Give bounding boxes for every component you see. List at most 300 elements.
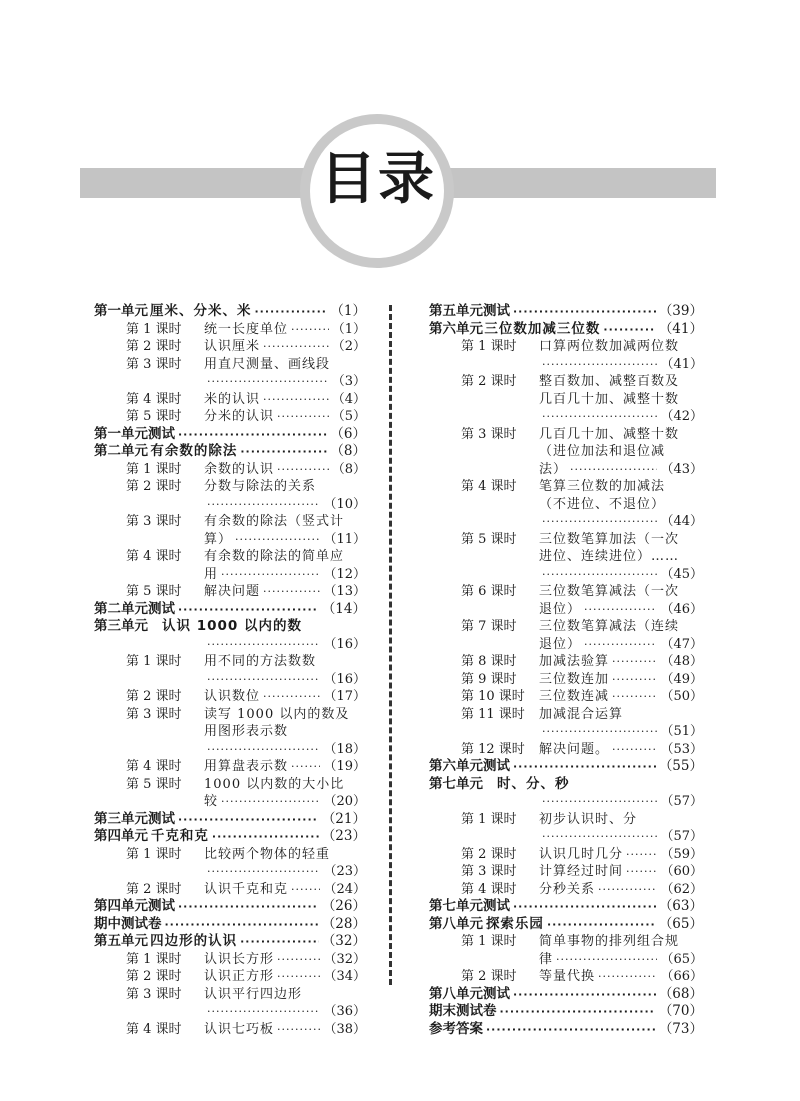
toc-leader-dots — [542, 408, 657, 426]
toc-entry-title: 法） — [539, 461, 568, 477]
toc-page-number: （68） — [658, 985, 703, 1002]
toc-unit-entry[interactable] — [94, 618, 366, 636]
toc-entry-title: 用 — [204, 566, 219, 582]
toc-entry-label: 第 2 课时 — [126, 339, 182, 354]
toc-lesson-entry[interactable] — [94, 391, 366, 409]
toc-entry-title: 笔算三位数的加减法 — [539, 479, 666, 494]
toc-page-number: （24） — [323, 881, 366, 897]
toc-page-number: （32） — [323, 951, 366, 967]
toc-leader-dots — [277, 408, 329, 426]
toc-leader-dots — [178, 426, 327, 444]
toc-entry-title: 有余数的除法（竖式计 — [204, 514, 345, 529]
toc-unit-entry[interactable] — [429, 898, 703, 916]
toc-leader-dots — [207, 741, 320, 759]
toc-lesson-entry[interactable] — [429, 846, 703, 864]
toc-page-number: （62） — [660, 881, 703, 897]
toc-page-number: （53） — [660, 741, 703, 757]
toc-entry-label: 第 4 课时 — [126, 759, 182, 774]
toc-leader-dots — [598, 968, 657, 986]
toc-entry-label: 第 1 课时 — [461, 934, 517, 949]
toc-entry-label: 第 11 课时 — [461, 706, 525, 722]
toc-page-number: （70） — [658, 1003, 703, 1019]
toc-lesson-entry[interactable] — [94, 846, 366, 864]
toc-entry-label: 第六单元测试 — [429, 758, 510, 774]
toc-entry-title: 统一长度单位 — [204, 321, 289, 337]
toc-entry-continuation[interactable] — [429, 723, 703, 741]
toc-page-number: （3） — [331, 374, 366, 389]
toc-leader-dots — [178, 811, 319, 829]
toc-page-number: （63） — [658, 898, 703, 914]
toc-page-number: （4） — [331, 391, 366, 407]
toc-entry-title: 等量代换 — [539, 969, 596, 984]
toc-page-number: （6） — [330, 425, 366, 442]
toc-entry-title: 算） — [204, 531, 233, 547]
toc-entry-label: 第二单元测试 — [94, 600, 175, 617]
toc-entry-title: 认识七巧板 — [204, 1021, 275, 1037]
toc-entry-label: 第 12 课时 — [461, 741, 525, 757]
toc-leader-dots — [542, 723, 657, 741]
toc-page-number: （55） — [658, 758, 703, 774]
toc-page-number: （8） — [330, 443, 366, 459]
toc-leader-dots — [263, 338, 329, 356]
toc-page-number: （10） — [323, 496, 366, 512]
toc-unit-entry[interactable] — [94, 426, 366, 444]
toc-lesson-entry[interactable] — [94, 688, 366, 706]
toc-leader-dots — [207, 373, 329, 391]
toc-entry-label: 第五单元测试 — [429, 303, 510, 319]
toc-leader-dots — [178, 601, 319, 619]
toc-entry-title: 认识 1000 以内的数 — [162, 618, 302, 634]
toc-leader-dots — [598, 881, 657, 899]
toc-entry-title: 探索乐园 — [485, 915, 544, 932]
toc-right-column — [429, 303, 703, 1038]
toc-lesson-entry[interactable] — [429, 741, 703, 759]
toc-entry-label: 期中测试卷 — [94, 915, 162, 932]
toc-entry-title: 余数的认识 — [204, 461, 275, 477]
toc-entry-continuation[interactable] — [94, 531, 366, 549]
toc-entry-title: 认识正方形 — [204, 969, 275, 984]
toc-leader-dots — [207, 636, 320, 654]
toc-entry-continuation[interactable] — [429, 793, 703, 811]
toc-entry-label: 第 9 课时 — [461, 671, 517, 687]
toc-entry-continuation[interactable] — [94, 636, 366, 654]
toc-entry-label: 第七单元测试 — [429, 898, 510, 914]
toc-page-number: （1） — [330, 303, 366, 319]
toc-entry-title: 千克和克 — [150, 828, 209, 844]
toc-page-number: （26） — [321, 898, 366, 914]
toc-entry-title: 时、分、秒 — [497, 775, 570, 792]
toc-page-number: （43） — [660, 461, 703, 477]
toc-page-number: （23） — [323, 864, 366, 879]
toc-leader-dots — [584, 601, 657, 619]
toc-page-number: （65） — [660, 951, 703, 967]
toc-page-number: （13） — [323, 584, 366, 599]
toc-entry-continuation[interactable] — [94, 671, 366, 689]
toc-lesson-entry[interactable] — [94, 548, 366, 566]
toc-lesson-entry[interactable] — [94, 478, 366, 496]
toc-page-number: （44） — [660, 514, 703, 529]
toc-page-number: （32） — [321, 933, 366, 949]
toc-unit-entry[interactable] — [429, 1021, 703, 1039]
toc-entry-continuation[interactable] — [429, 443, 703, 461]
toc-entry-title: 解决问题。 — [539, 741, 610, 757]
toc-lesson-entry[interactable] — [429, 881, 703, 899]
toc-page-number: （45） — [660, 566, 703, 582]
toc-leader-dots — [612, 653, 657, 671]
toc-lesson-entry[interactable] — [94, 1021, 366, 1039]
toc-entry-label: 第 5 课时 — [126, 776, 182, 792]
toc-entry-label: 第二单元 — [94, 443, 148, 459]
toc-lesson-entry[interactable] — [429, 968, 703, 986]
toc-entry-title: 初步认识时、分 — [539, 811, 638, 827]
toc-page-number: （60） — [660, 864, 703, 879]
toc-entry-label: 第 4 课时 — [126, 391, 182, 407]
toc-entry-title: 比较两个物体的轻重 — [204, 846, 331, 862]
toc-entry-label: 第八单元 — [429, 915, 483, 932]
toc-leader-dots — [291, 881, 320, 899]
toc-leader-dots — [235, 531, 320, 549]
toc-page-number: （59） — [660, 846, 703, 862]
toc-lesson-entry[interactable] — [429, 531, 703, 549]
toc-lesson-entry[interactable] — [429, 653, 703, 671]
toc-entry-continuation[interactable] — [429, 391, 703, 409]
toc-leader-dots — [165, 916, 319, 934]
toc-entry-label: 期末测试卷 — [429, 1003, 497, 1019]
toc-lesson-entry[interactable] — [94, 321, 366, 339]
toc-entry-label: 第 4 课时 — [461, 479, 517, 494]
toc-entry-label: 第 1 课时 — [126, 951, 182, 967]
toc-leader-dots — [513, 898, 656, 916]
toc-entry-title: 简单事物的排列组合规 — [539, 934, 680, 949]
toc-entry-title: 律 — [539, 951, 554, 967]
toc-entry-title: 三位数笔算减法（一次 — [539, 584, 680, 599]
toc-page-number: （51） — [660, 724, 703, 739]
toc-lesson-entry[interactable] — [429, 811, 703, 829]
toc-page-number: （23） — [321, 828, 366, 844]
toc-entry-label: 第 1 课时 — [461, 811, 517, 827]
toc-lesson-entry[interactable] — [429, 688, 703, 706]
toc-page-number: （73） — [658, 1020, 703, 1037]
toc-page-number: （2） — [331, 339, 366, 354]
toc-leader-dots — [542, 566, 657, 584]
toc-entry-title: 较 — [204, 794, 219, 809]
toc-entry-title: 计算经过时间 — [539, 864, 624, 879]
toc-leader-dots — [291, 321, 329, 339]
toc-entry-label: 第四单元 — [94, 828, 148, 844]
toc-entry-label: 第 3 课时 — [126, 706, 182, 722]
toc-entry-title: （进位加法和退位减 — [539, 444, 666, 459]
toc-page-number: （18） — [323, 741, 366, 757]
toc-leader-dots — [542, 513, 657, 531]
toc-lesson-entry[interactable] — [94, 986, 366, 1004]
toc-page-number: （48） — [660, 654, 703, 669]
toc-entry-title: 读写 1000 以内的数及 — [204, 706, 350, 722]
toc-leader-dots — [207, 1003, 320, 1021]
toc-lesson-entry[interactable] — [94, 706, 366, 724]
toc-unit-entry[interactable] — [94, 443, 366, 461]
toc-entry-label: 第八单元测试 — [429, 985, 510, 1002]
toc-page-number: （65） — [658, 915, 703, 932]
toc-entry-title: 退位） — [539, 636, 582, 652]
toc-page-number: （57） — [660, 794, 703, 809]
toc-leader-dots — [513, 758, 656, 776]
toc-lesson-entry[interactable] — [429, 618, 703, 636]
toc-lesson-entry[interactable] — [94, 758, 366, 776]
toc-entry-label: 第七单元 — [429, 775, 483, 792]
toc-entry-label: 参考答案 — [429, 1020, 483, 1037]
toc-leader-dots — [207, 671, 320, 689]
toc-entry-label: 第 1 课时 — [126, 846, 182, 862]
toc-entry-title: 用直尺测量、画线段 — [204, 356, 331, 372]
toc-entry-label: 第六单元 — [429, 320, 483, 337]
toc-leader-dots — [584, 636, 657, 654]
toc-lesson-entry[interactable] — [429, 583, 703, 601]
toc-entry-title: 认识厘米 — [204, 339, 261, 354]
toc-entry-continuation[interactable] — [429, 356, 703, 374]
toc-page-number: （34） — [323, 969, 366, 984]
toc-leader-dots — [291, 758, 320, 776]
toc-page-number: （38） — [323, 1021, 366, 1037]
toc-unit-entry[interactable] — [94, 933, 366, 951]
toc-unit-entry[interactable] — [94, 303, 366, 321]
toc-entry-continuation[interactable] — [94, 566, 366, 584]
toc-entry-title: 三位数加减三位数 — [484, 320, 601, 337]
toc-entry-label: 第 2 课时 — [461, 846, 517, 862]
toc-lesson-entry[interactable] — [429, 426, 703, 444]
toc-leader-dots — [542, 356, 657, 374]
toc-entry-continuation[interactable] — [94, 1003, 366, 1021]
toc-page-number: （5） — [331, 409, 366, 424]
toc-page-number: （11） — [323, 531, 366, 547]
toc-leader-dots — [263, 688, 320, 706]
toc-leader-dots — [486, 1021, 656, 1039]
toc-leader-dots — [221, 566, 320, 584]
toc-leader-dots — [221, 793, 320, 811]
toc-unit-entry[interactable] — [429, 776, 703, 794]
toc-unit-entry[interactable] — [429, 321, 703, 339]
toc-entry-continuation[interactable] — [429, 636, 703, 654]
toc-lesson-entry[interactable] — [429, 478, 703, 496]
toc-entry-title: 有余数的除法的简单应 — [204, 549, 345, 564]
toc-entry-title: 四边形的认识 — [150, 933, 238, 949]
toc-entry-title: 几百几十加、减整十数 — [539, 426, 680, 442]
toc-entry-title: 几百几十加、减整十数 — [539, 391, 680, 407]
toc-entry-label: 第五单元 — [94, 933, 148, 949]
toc-page-number: （14） — [321, 600, 366, 617]
toc-entry-label: 第 10 课时 — [461, 689, 525, 704]
toc-unit-entry[interactable] — [429, 303, 703, 321]
toc-entry-label: 第 1 课时 — [461, 339, 517, 354]
toc-lesson-entry[interactable] — [429, 671, 703, 689]
toc-leader-dots — [277, 461, 329, 479]
toc-entry-title: 用图形表示数 — [204, 724, 289, 739]
toc-leader-dots — [207, 863, 320, 881]
toc-entry-continuation[interactable] — [429, 828, 703, 846]
toc-lesson-entry[interactable] — [94, 968, 366, 986]
toc-entry-continuation[interactable] — [429, 601, 703, 619]
toc-leader-dots — [240, 443, 327, 461]
toc-entry-continuation[interactable] — [429, 951, 703, 969]
toc-entry-title: 整百数加、减整百数及 — [539, 374, 680, 389]
toc-lesson-entry[interactable] — [429, 338, 703, 356]
toc-entry-continuation[interactable] — [429, 548, 703, 566]
toc-entry-label: 第 2 课时 — [461, 969, 517, 984]
toc-unit-entry[interactable] — [429, 1003, 703, 1021]
toc-left-column — [94, 303, 366, 1038]
toc-page-number: （17） — [323, 689, 366, 704]
toc-entry-continuation[interactable] — [429, 566, 703, 584]
toc-entry-label: 第 2 课时 — [126, 881, 182, 897]
toc-entry-label: 第 4 课时 — [126, 549, 182, 564]
toc-unit-entry[interactable] — [94, 828, 366, 846]
toc-unit-entry[interactable] — [429, 916, 703, 934]
toc-entry-continuation[interactable] — [94, 373, 366, 391]
toc-lesson-entry[interactable] — [429, 933, 703, 951]
toc-leader-dots — [626, 846, 657, 864]
toc-leader-dots — [254, 303, 327, 321]
toc-entry-label: 第 5 课时 — [461, 531, 517, 547]
toc-lesson-entry[interactable] — [94, 356, 366, 374]
toc-entry-continuation[interactable] — [94, 496, 366, 514]
toc-leader-dots — [263, 583, 320, 601]
toc-entry-continuation[interactable] — [94, 863, 366, 881]
toc-lesson-entry[interactable] — [94, 776, 366, 794]
toc-entry-label: 第三单元 — [94, 618, 148, 634]
toc-entry-title: 分米的认识 — [204, 409, 275, 424]
toc-lesson-entry[interactable] — [429, 706, 703, 724]
toc-entry-title: 认识数位 — [204, 689, 261, 704]
toc-lesson-entry[interactable] — [94, 881, 366, 899]
toc-entry-label: 第 3 课时 — [126, 356, 182, 372]
toc-entry-title: 分秒关系 — [539, 881, 596, 897]
toc-leader-dots — [612, 688, 657, 706]
toc-lesson-entry[interactable] — [94, 513, 366, 531]
toc-entry-title: 三位数连减 — [539, 689, 610, 704]
toc-page-number: （16） — [323, 671, 366, 687]
toc-entry-label: 第 7 课时 — [461, 619, 517, 634]
toc-leader-dots — [612, 741, 657, 759]
toc-leader-dots — [570, 461, 657, 479]
page-title: 目录 — [320, 147, 436, 212]
toc-entry-title: （不进位、不退位） — [539, 496, 666, 512]
toc-entry-title: 解决问题 — [204, 584, 261, 599]
toc-entry-title: 三位数笔算减法（连续 — [539, 619, 680, 634]
toc-page-number: （20） — [323, 794, 366, 809]
toc-entry-title: 分数与除法的关系 — [204, 479, 317, 494]
toc-entry-title: 三位数笔算加法（一次 — [539, 531, 680, 547]
toc-unit-entry[interactable] — [94, 601, 366, 619]
toc-page-number: （66） — [660, 969, 703, 984]
toc-leader-dots — [277, 1021, 320, 1039]
toc-entry-continuation[interactable] — [94, 741, 366, 759]
toc-entry-continuation[interactable] — [429, 496, 703, 514]
toc-entry-label: 第 2 课时 — [126, 479, 182, 494]
toc-entry-label: 第 2 课时 — [126, 689, 182, 704]
toc-entry-label: 第 3 课时 — [461, 426, 517, 442]
toc-entry-title: 有余数的除法 — [150, 443, 238, 459]
toc-entry-label: 第 6 课时 — [461, 584, 517, 599]
toc-entry-label: 第 2 课时 — [461, 374, 517, 389]
toc-lesson-entry[interactable] — [94, 951, 366, 969]
toc-leader-dots — [178, 898, 319, 916]
toc-entry-title: 米的认识 — [204, 391, 261, 407]
toc-entry-continuation[interactable] — [429, 513, 703, 531]
toc-unit-entry[interactable] — [429, 758, 703, 776]
toc-entry-label: 第 1 课时 — [126, 654, 182, 669]
toc-page-number: （19） — [323, 759, 366, 774]
toc-page-number: （8） — [331, 461, 366, 477]
toc-leader-dots — [547, 916, 656, 934]
column-divider — [389, 305, 392, 985]
toc-entry-label: 第一单元 — [94, 303, 148, 319]
toc-page-number: （47） — [660, 636, 703, 652]
toc-lesson-entry[interactable] — [429, 863, 703, 881]
toc-entry-title: 认识千克和克 — [204, 881, 289, 897]
toc-unit-entry[interactable] — [429, 986, 703, 1004]
toc-entry-label: 第 3 课时 — [126, 514, 182, 529]
toc-unit-entry[interactable] — [94, 811, 366, 829]
toc-entry-continuation[interactable] — [429, 461, 703, 479]
toc-page-number: （57） — [660, 829, 703, 844]
toc-leader-dots — [277, 951, 320, 969]
toc-entry-title: 加减法验算 — [539, 654, 610, 669]
toc-unit-entry[interactable] — [94, 916, 366, 934]
toc-lesson-entry[interactable] — [429, 373, 703, 391]
toc-entry-label: 第 1 课时 — [126, 461, 182, 477]
toc-entry-label: 第 4 课时 — [461, 881, 517, 897]
toc-unit-entry[interactable] — [94, 898, 366, 916]
toc-page-number: （41） — [660, 356, 703, 372]
toc-leader-dots — [612, 671, 657, 689]
toc-entry-label: 第 2 课时 — [126, 969, 182, 984]
toc-page-number: （41） — [658, 320, 703, 337]
toc-lesson-entry[interactable] — [94, 653, 366, 671]
toc-entry-label: 第 5 课时 — [126, 409, 182, 424]
toc-leader-dots — [542, 793, 657, 811]
toc-leader-dots — [500, 1003, 656, 1021]
toc-entry-title: 厘米、分米、米 — [149, 303, 252, 319]
toc-entry-title: 认识平行四边形 — [204, 986, 303, 1002]
toc-leader-dots — [542, 828, 657, 846]
toc-entry-title: 加减混合运算 — [539, 706, 624, 722]
toc-lesson-entry[interactable] — [94, 461, 366, 479]
toc-entry-title: 认识几时几分 — [539, 846, 624, 862]
toc-entry-title: 三位数连加 — [539, 671, 610, 687]
toc-leader-dots — [240, 933, 319, 951]
toc-page-number: （36） — [323, 1004, 366, 1019]
toc-entry-label: 第 8 课时 — [461, 654, 517, 669]
toc-leader-dots — [513, 303, 656, 321]
toc-entry-continuation[interactable] — [429, 408, 703, 426]
toc-entry-title: 认识长方形 — [204, 951, 275, 967]
toc-lesson-entry[interactable] — [94, 338, 366, 356]
toc-entry-title: 用算盘表示数 — [204, 759, 289, 774]
toc-entry-label: 第一单元测试 — [94, 425, 175, 442]
toc-entry-title: 口算两位数加减两位数 — [539, 339, 680, 354]
toc-lesson-entry[interactable] — [94, 583, 366, 601]
toc-entry-label: 第 1 课时 — [126, 321, 182, 337]
toc-entry-continuation[interactable] — [94, 793, 366, 811]
toc-page-number: （1） — [331, 321, 366, 337]
toc-leader-dots — [603, 321, 655, 339]
toc-entry-continuation[interactable] — [94, 723, 366, 741]
toc-page-number: （49） — [660, 671, 703, 687]
toc-page-number: （46） — [660, 601, 703, 617]
toc-lesson-entry[interactable] — [94, 408, 366, 426]
toc-page-number: （12） — [323, 566, 366, 582]
toc-entry-label: 第三单元测试 — [94, 810, 175, 827]
toc-entry-title: 用不同的方法数数 — [204, 654, 317, 669]
